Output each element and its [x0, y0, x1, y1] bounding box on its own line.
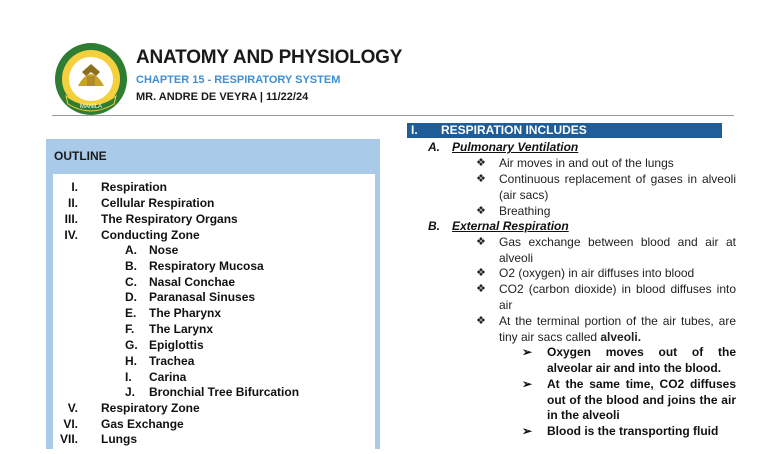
outline-subitem: The Pharynx: [149, 306, 222, 320]
seal-text: MANILA: [79, 104, 103, 110]
outline-subitem: Respiratory Mucosa: [149, 259, 264, 273]
bullet-text: Gas exchange between blood and air at alveoli: [499, 235, 736, 265]
arrow-bullet-icon: ➢: [522, 424, 533, 438]
outline-subitem-letter: E.: [125, 306, 137, 320]
bullet-text: CO2 (carbon dioxide) in blood diffuses into air: [499, 282, 736, 312]
arrow-text: At the same time, CO2 diffuses out of the blood and joins the air in the alveoli: [547, 377, 736, 422]
bullet-diamond-icon: ❖: [476, 315, 486, 327]
outline-subitem-letter: D.: [125, 290, 137, 304]
outline-subitem-letter: F.: [125, 322, 135, 336]
subsection-letter: B.: [428, 219, 440, 233]
section-title: RESPIRATION INCLUDES: [441, 123, 587, 137]
outline-item-number: I.: [71, 180, 78, 194]
bullet-diamond-icon: ❖: [476, 205, 486, 217]
outline-item: Respiratory Zone: [101, 401, 200, 415]
outline-item-number: IV.: [64, 228, 78, 242]
outline-item-number: III.: [64, 212, 78, 226]
outline-item: Conducting Zone: [101, 228, 200, 242]
outline-subitem: Nasal Conchae: [149, 275, 236, 289]
outline-item: Lungs: [101, 432, 137, 446]
arrow-bullet-icon: ➢: [522, 345, 533, 359]
outline-subitem: Bronchial Tree Bifurcation: [149, 385, 300, 399]
chapter-subtitle: CHAPTER 15 - RESPIRATORY SYSTEM: [136, 74, 341, 86]
bullet-diamond-icon: ❖: [476, 236, 486, 248]
subsection-letter: A.: [428, 140, 440, 154]
outline-subitem: Nose: [149, 243, 179, 257]
outline-subitem: Epiglottis: [149, 338, 204, 352]
outline-subitem-letter: A.: [125, 243, 137, 257]
outline-subitem-letter: J.: [125, 385, 136, 399]
outline-item-number: II.: [67, 196, 78, 210]
bullet-text: Breathing: [499, 204, 551, 218]
arrow-text: Blood is the transporting fluid: [547, 424, 719, 438]
outline-item: Gas Exchange: [101, 417, 184, 431]
outline-item-number: V.: [67, 401, 78, 415]
outline-subitem-letter: C.: [125, 275, 137, 289]
outline-item: The Respiratory Organs: [101, 212, 238, 226]
bullet-text-alveoli: [499, 313, 736, 345]
document-title: ANATOMY AND PHYSIOLOGY: [136, 47, 403, 68]
outline-item-number: VI.: [63, 417, 78, 431]
subsection-title: External Respiration: [452, 219, 569, 233]
author-date-line: MR. ANDRE DE VEYRA | 11/22/24: [136, 91, 309, 103]
subsection-title: Pulmonary Ventilation: [452, 140, 579, 154]
outline-subitem: Trachea: [149, 354, 195, 368]
bullet-text-part: At the terminal portion of the air tubes, are tiny air sacs called: [499, 314, 736, 344]
outline-subitem: Paranasal Sinuses: [149, 290, 256, 304]
outline-subitem: Carina: [149, 370, 187, 384]
school-seal-logo: [54, 42, 128, 116]
outline-subitem-letter: G.: [125, 338, 138, 352]
bullet-diamond-icon: ❖: [476, 157, 486, 169]
bullet-text-bold: alveoli.: [600, 330, 642, 344]
outline-subitem: The Larynx: [149, 322, 214, 336]
outline-item: Cellular Respiration: [101, 196, 215, 210]
bullet-text: O2 (oxygen) in air diffuses into blood: [499, 266, 695, 280]
outline-subitem-letter: I.: [125, 370, 132, 384]
bullet-diamond-icon: ❖: [476, 283, 486, 295]
outline-item-number: VII.: [59, 432, 78, 446]
section-number: I.: [411, 123, 418, 137]
outline-heading: OUTLINE: [54, 149, 107, 163]
outline-item: Respiration: [101, 180, 168, 194]
bullet-text: Continuous replacement of gases in alveoli (air sacs): [499, 172, 736, 202]
outline-subitem-letter: B.: [125, 259, 137, 273]
bullet-diamond-icon: ❖: [476, 173, 486, 185]
arrow-text: Oxygen moves out of the alveolar air and into the blood.: [547, 345, 736, 375]
bullet-text: Air moves in and out of the lungs: [499, 156, 674, 170]
header-divider: [52, 115, 734, 116]
outline-subitem-letter: H.: [125, 354, 137, 368]
arrow-bullet-icon: ➢: [522, 377, 533, 391]
bullet-diamond-icon: ❖: [476, 267, 486, 279]
